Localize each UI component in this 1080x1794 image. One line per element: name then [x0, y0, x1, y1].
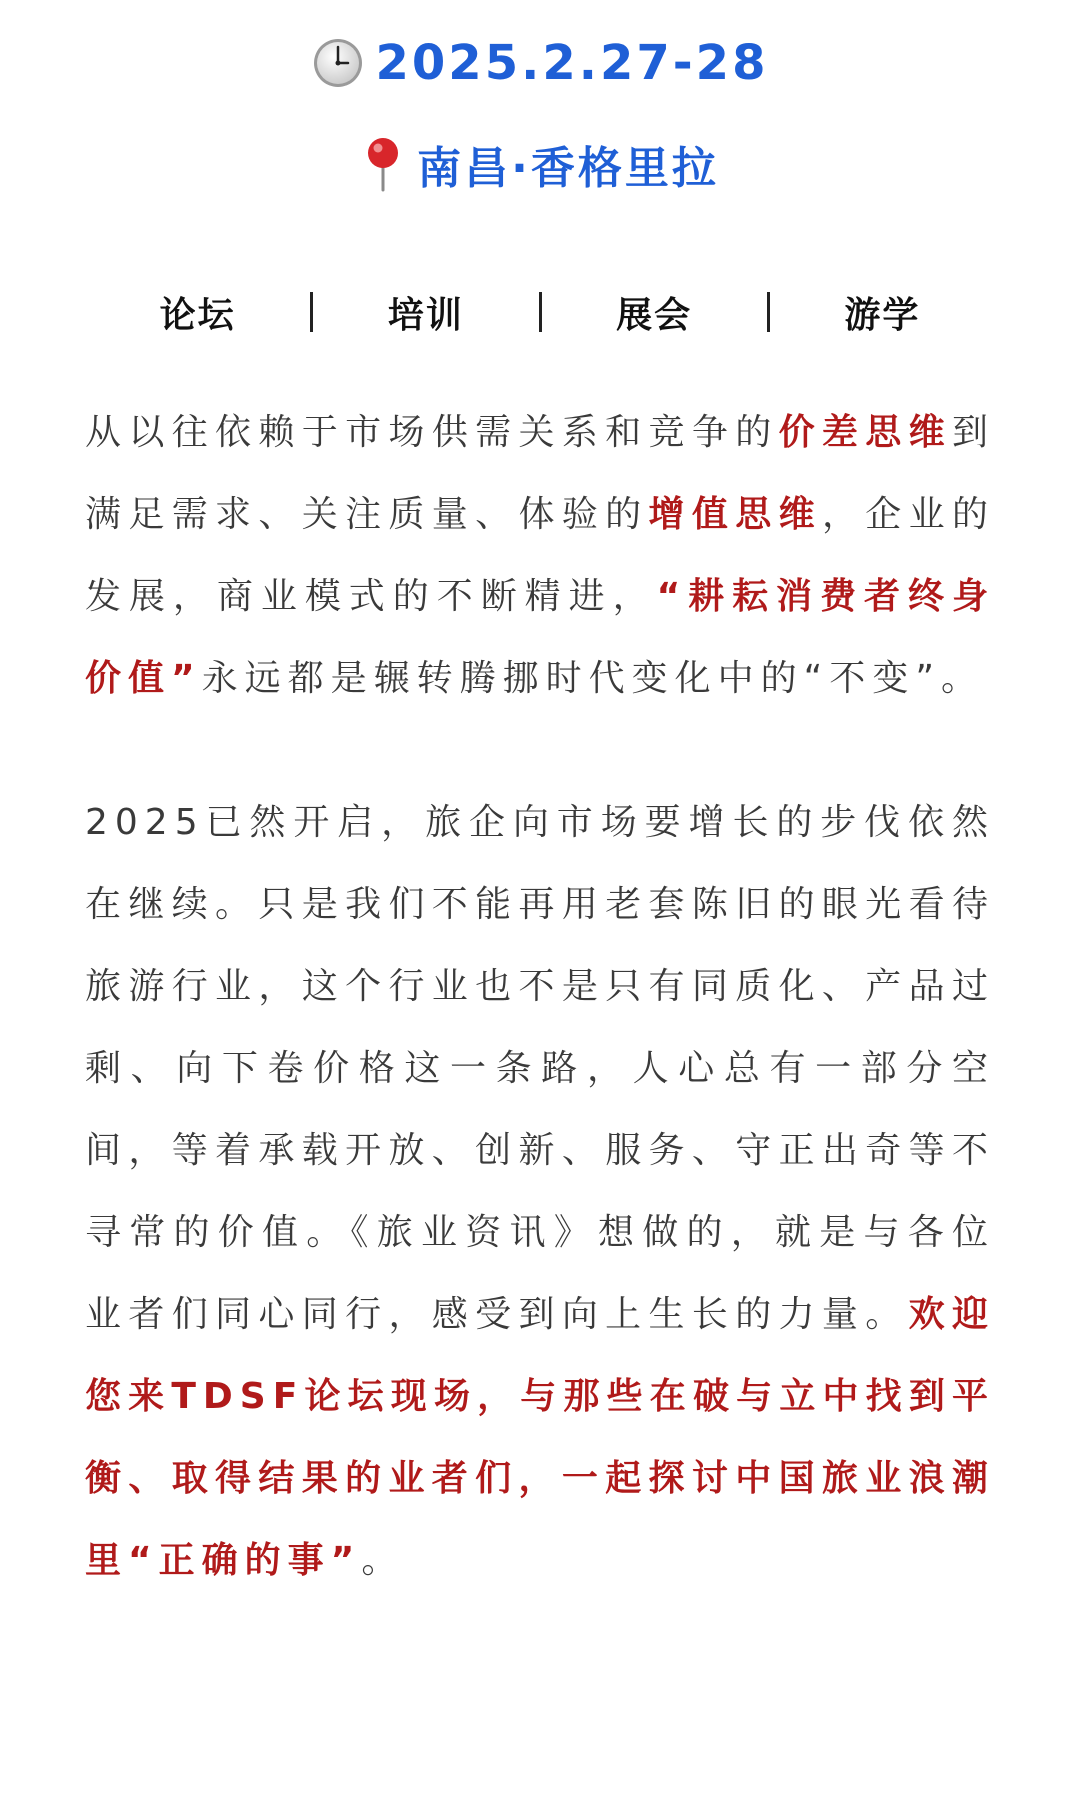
intro-paragraph — [85, 392, 995, 720]
event-date-line — [85, 0, 995, 96]
event-date: 2025.2.27-28 — [375, 35, 769, 91]
event-venue: 南昌·香格里拉 — [417, 143, 719, 194]
text-segment: 永远都是辗转腾挪时代变化中的“不变”。 — [201, 658, 984, 699]
category-nav — [85, 287, 995, 337]
nav-item-training: 培训 — [387, 294, 464, 336]
highlight-text: 增值思维 — [648, 494, 822, 535]
highlight-text: 价差思维 — [778, 412, 952, 453]
body-paragraph — [85, 782, 995, 1602]
nav-item-exhibition: 展会 — [616, 294, 693, 336]
clock-icon — [312, 37, 364, 89]
text-segment: 。 — [361, 1540, 405, 1581]
event-venue-line — [85, 131, 995, 197]
highlight-text: 欢迎您来TDSF论坛现场，与那些在破与立中找到平衡、取得结果的业者们，一起探讨中国旅业浪潮里“正确的事” — [85, 1294, 995, 1581]
nav-item-forum: 论坛 — [159, 294, 236, 336]
nav-item-study-tour: 游学 — [844, 294, 921, 336]
text-segment: ，企业的发展，商业模式的不断精进， — [85, 494, 995, 617]
text-segment: 2025已然开启，旅企向市场要增长的步伐依然在继续。只是我们不能再用老套陈旧的眼光看待旅游行业，这个行业也不是只有同质化、产品过剩、向下卷价格这一条路，人心总有一部分空间，等着承载开放、创新、服务、守正出奇等不寻常的价值。《旅业资讯》想做的，就是与各位业者们同心同行，感受到向上生长的力量。 — [85, 802, 995, 1335]
text-segment: 从以往依赖于市场供需关系和竞争的 — [85, 412, 779, 453]
highlight-text: “耕耘消费者终身价值” — [85, 576, 995, 699]
map-pin-icon — [361, 136, 405, 192]
text-segment: 到满足需求、关注质量、体验的 — [85, 412, 995, 535]
